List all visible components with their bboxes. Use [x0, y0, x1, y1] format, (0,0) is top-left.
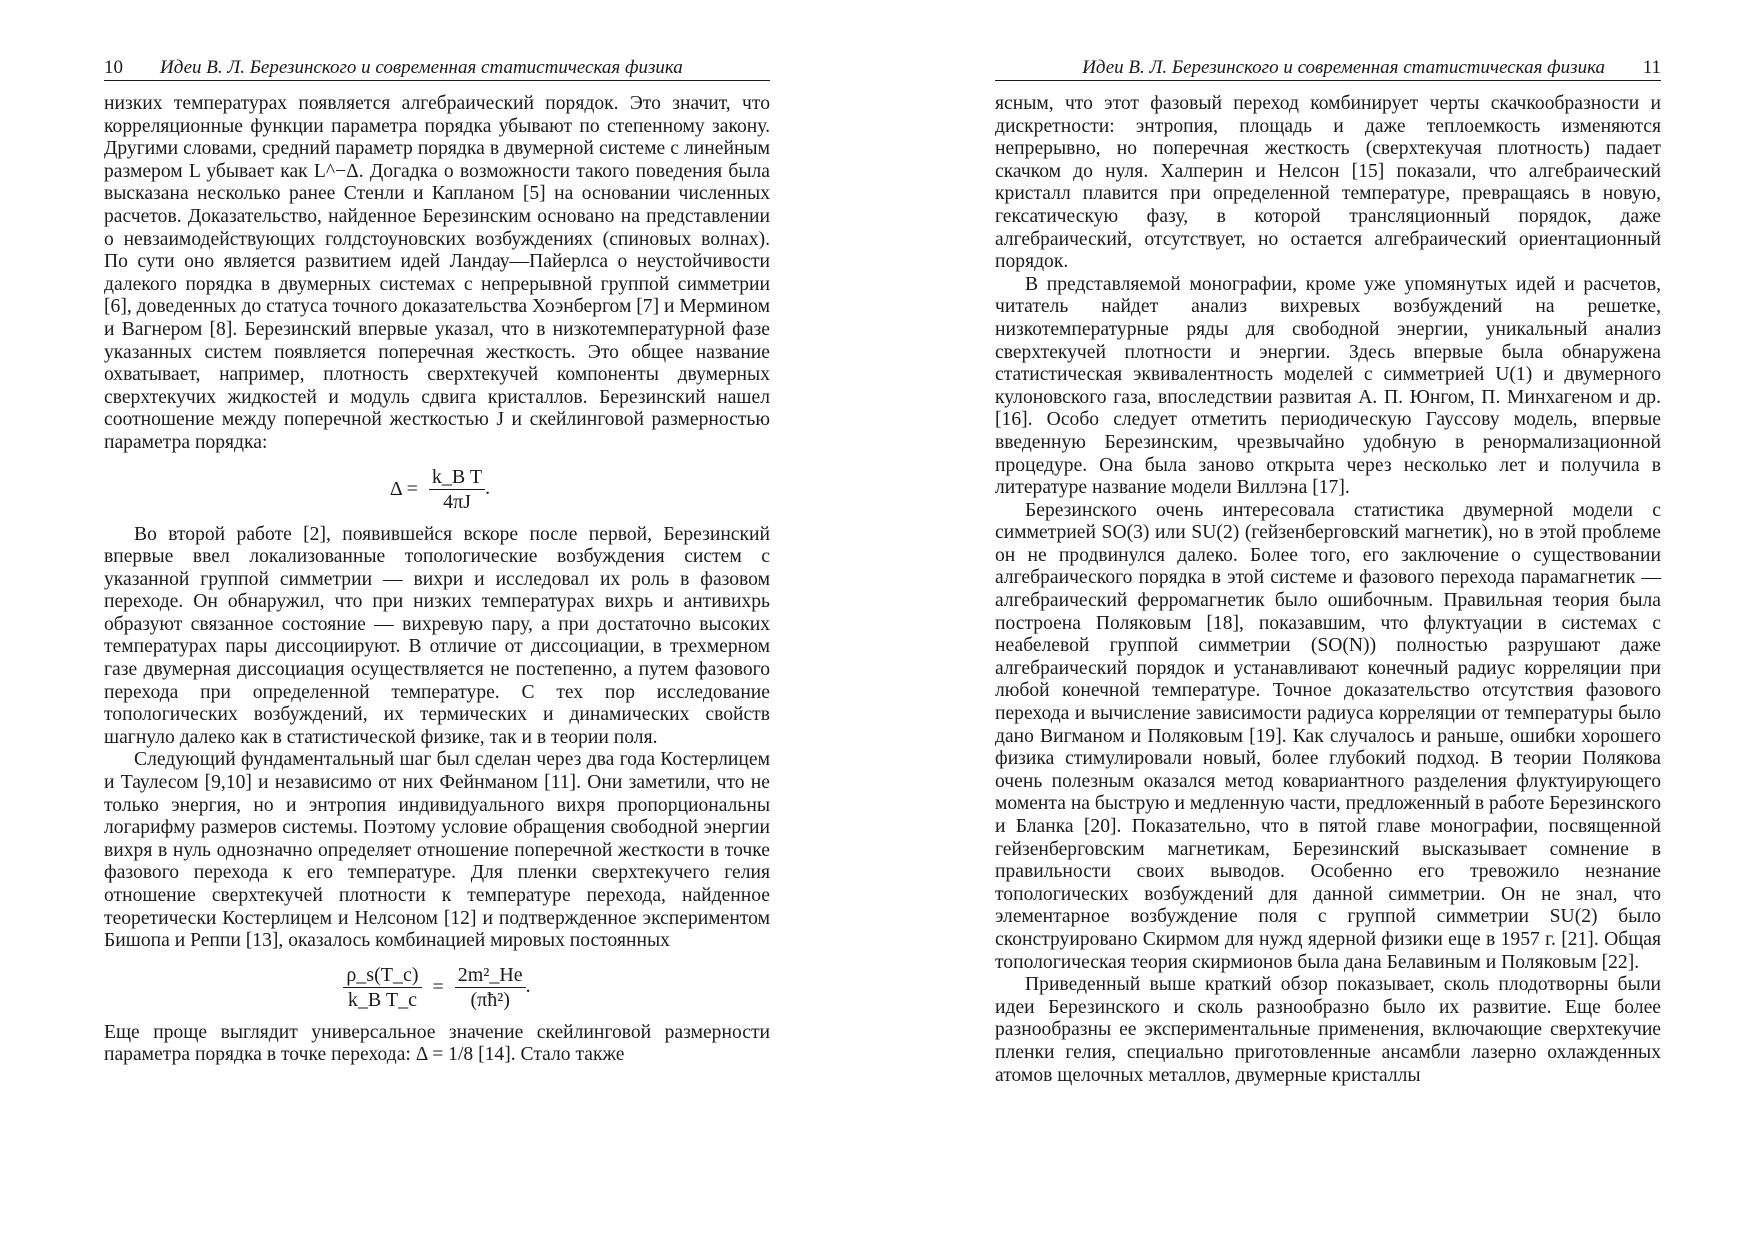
running-head-title: Идеи В. Л. Березинского и современная статистическая физика	[1082, 57, 1605, 78]
page-number: 10	[104, 57, 123, 78]
page-body	[104, 93, 770, 1067]
formula-lhs-fraction	[343, 963, 421, 1012]
formula-numerator: 2m²_He	[455, 963, 526, 988]
formula-numerator: k_B T	[429, 465, 485, 490]
page-body	[995, 93, 1661, 1087]
formula-tail: .	[485, 476, 491, 499]
paragraph: В представляемой монографии, кроме уже упомянутых идей и расчетов, читатель найдет анализ вихревых возбуждений на решетке, низкотемпературные ряды для свободной энергии, уникальный анализ сверхтекучей плотности и энергии. Здесь впервые была обнаружена статистическая эквивалентность моделей с симметрией U(1) и двумерного кулоновского газа, впоследствии развитая А. П. Юнгом, П. Минхагеном и др. [16]. Особо следует отметить периодическую Гауссову модель, впервые введенную Березинским, чрезвычайно удобную в ренормализационной процедуре. Она была заново открыта через несколько лет и получила в литературе название модели Виллэна [17].	[995, 273, 1661, 499]
formula-denominator: k_B T_c	[347, 988, 417, 1011]
formula-lhs: Δ =	[389, 478, 418, 500]
left-page	[104, 52, 770, 1067]
paragraph: низких температурах появляется алгебраический порядок. Это значит, что корреляционные функции параметра порядка убывают по степенному закону. Другими словами, средний параметр порядка в двумерной системе с линейным размером L убывает как L^−Δ. Догадка о возможности такого поведения была высказана несколько ранее Стенли и Капланом [5] на основании численных расчетов. Доказательство, найденное Березинским основано на представлении о невзаимодействующих голдстоуновских возбуждениях (спиновых волнах). По сути оно является развитием идей Ландау—Пайерлса о неустойчивости далекого порядка в двумерных системах с непрерывной группой симметрии [6], доведенных до статуса точного доказательства Хоэнбергом [7] и Мермином и Вагнером [8]. Березинский впервые указал, что в низкотемпературной фазе указанных систем появляется поперечная жесткость. Это общее название охватывает, например, плотность сверхтекучей компоненты двумерных сверхтекучих жидкостей и модуль сдвига кристаллов. Березинский нашел соотношение между поперечной жесткостью J и скейлинговой размерностью параметра порядка:	[104, 93, 770, 453]
paragraph: ясным, что этот фазовый переход комбинирует черты скачкообразности и дискретности: энтропия, площадь и даже теплоемкость изменяются непрерывно, но поперечная жесткость (сверхтекучая плотность) падает скачком до нуля. Халперин и Нелсон [15] показали, что алгебраический кристалл плавится при определенной температуре, превращаясь в новую, гексатическую фазу, в которой трансляционный порядок, даже алгебраический, отсутствует, но остается алгебраический ориентационный порядок.	[995, 93, 1661, 273]
paragraph: Березинского очень интересовала статистика двумерной модели с симметрией SO(3) или SU(2) (гейзенберговский магнетик), но в этой проблеме он не продвинулся далеко. Более того, его заключение о существовании алгебраического порядка в этой системе и фазового перехода парамагнетик — алгебраический ферромагнетик было ошибочным. Правильная теория была построена Поляковым [18], показавшим, что флуктуации в системах с неабелевой группой симметрии (SO(N)) полностью разрушают даже алгебраический порядок и устанавливают конечный радиус корреляции при любой конечной температуре. Точное доказательство отсутствия фазового перехода и вычисление зависимости радиуса корреляции от температуры было дано Вигманом и Поляковым [19]. Как случалось и раньше, ошибки хорошего физика стимулировали новый, более глубокий подход. В теории Полякова очень полезным оказался метод ковариантного разделения флуктуирующего момента на быструю и медленную части, предложенный в работе Березинского и Бланка [20]. Показательно, что в пятой главе монографии, посвященной гейзенберговским магнетикам, Березинский высказывает сомнение в правильности своих выводов. Особенно его тревожило незнание топологических возбуждений для данной симметрии. Он не знал, что элементарное возбуждение поля с группой симметрии SU(2) было сконструировано Скирмом для нужд ядерной физики еще в 1957 г. [21]. Общая топологическая теория скирмионов была дана Белавиным и Поляковым [22].	[995, 499, 1661, 973]
paragraph: Во второй работе [2], появившейся вскоре после первой, Березинский впервые ввел локализованные топологические возбуждения систем с указанной группой симметрии — вихри и исследовал их роль в фазовом переходе. Он обнаружил, что при низких температурах вихрь и антивихрь образуют связанное состояние — вихревую пару, а при достаточно высоких температурах пары диссоциируют. В отличие от диссоциации, в трехмерном газе двумерная диссоциация осуществляется не постепенно, а путем фазового перехода при определенной температуре. С тех пор исследование топологических возбуждений, их термических и динамических свойств шагнуло далеко как в статистической физике, так и в теории поля.	[104, 523, 770, 748]
formula-denominator: 4πJ	[443, 490, 471, 513]
formula-delta	[104, 465, 770, 514]
formula-rhs-fraction	[455, 963, 526, 1012]
right-page	[995, 52, 1661, 1087]
formula-fraction	[429, 465, 485, 514]
paragraph: Приведенный выше краткий обзор показывает, сколь плодотворны были идеи Березинского и сколь разнообразно было их развитие. Еще более разнообразны ее экспериментальные применения, включающие сверхтекучие пленки гелия, специально приготовленные ансамбли лазерно охлажденных атомов щелочных металлов, двумерные кристаллы	[995, 974, 1661, 1086]
running-head-title: Идеи В. Л. Березинского и современная статистическая физика	[160, 57, 683, 78]
formula-tail: .	[525, 974, 531, 997]
formula-equals: =	[432, 976, 444, 999]
paragraph: Следующий фундаментальный шаг был сделан через два года Костерлицем и Таулесом [9,10] и независимо от них Фейнманом [11]. Они заметили, что не только энергия, но и энтропия индивидуального вихря пропорциональны логарифму размеров системы. Поэтому условие обращения свободной энергии вихря в нуль однозначно определяет отношение поперечной жесткости в точке фазового перехода к его температуре. Для пленки сверхтекучего гелия отношение сверхтекучей плотности к температуре перехода, найденное теоретически Костерлицем и Нелсоном [12] и подтвержденное экспериментом Бишопа и Реппи [13], оказалось комбинацией мировых постоянных	[104, 749, 770, 952]
paragraph: Еще проще выглядит универсальное значение скейлинговой размерности параметра порядка в точке перехода: Δ = 1/8 [14]. Стало также	[104, 1021, 770, 1066]
running-head	[995, 52, 1661, 81]
formula-numerator: ρ_s(T_c)	[343, 963, 421, 988]
page-number: 11	[1642, 57, 1661, 78]
running-head	[104, 52, 770, 81]
formula-denominator: (πħ²)	[470, 988, 510, 1011]
formula-superfluid-ratio	[104, 963, 770, 1012]
